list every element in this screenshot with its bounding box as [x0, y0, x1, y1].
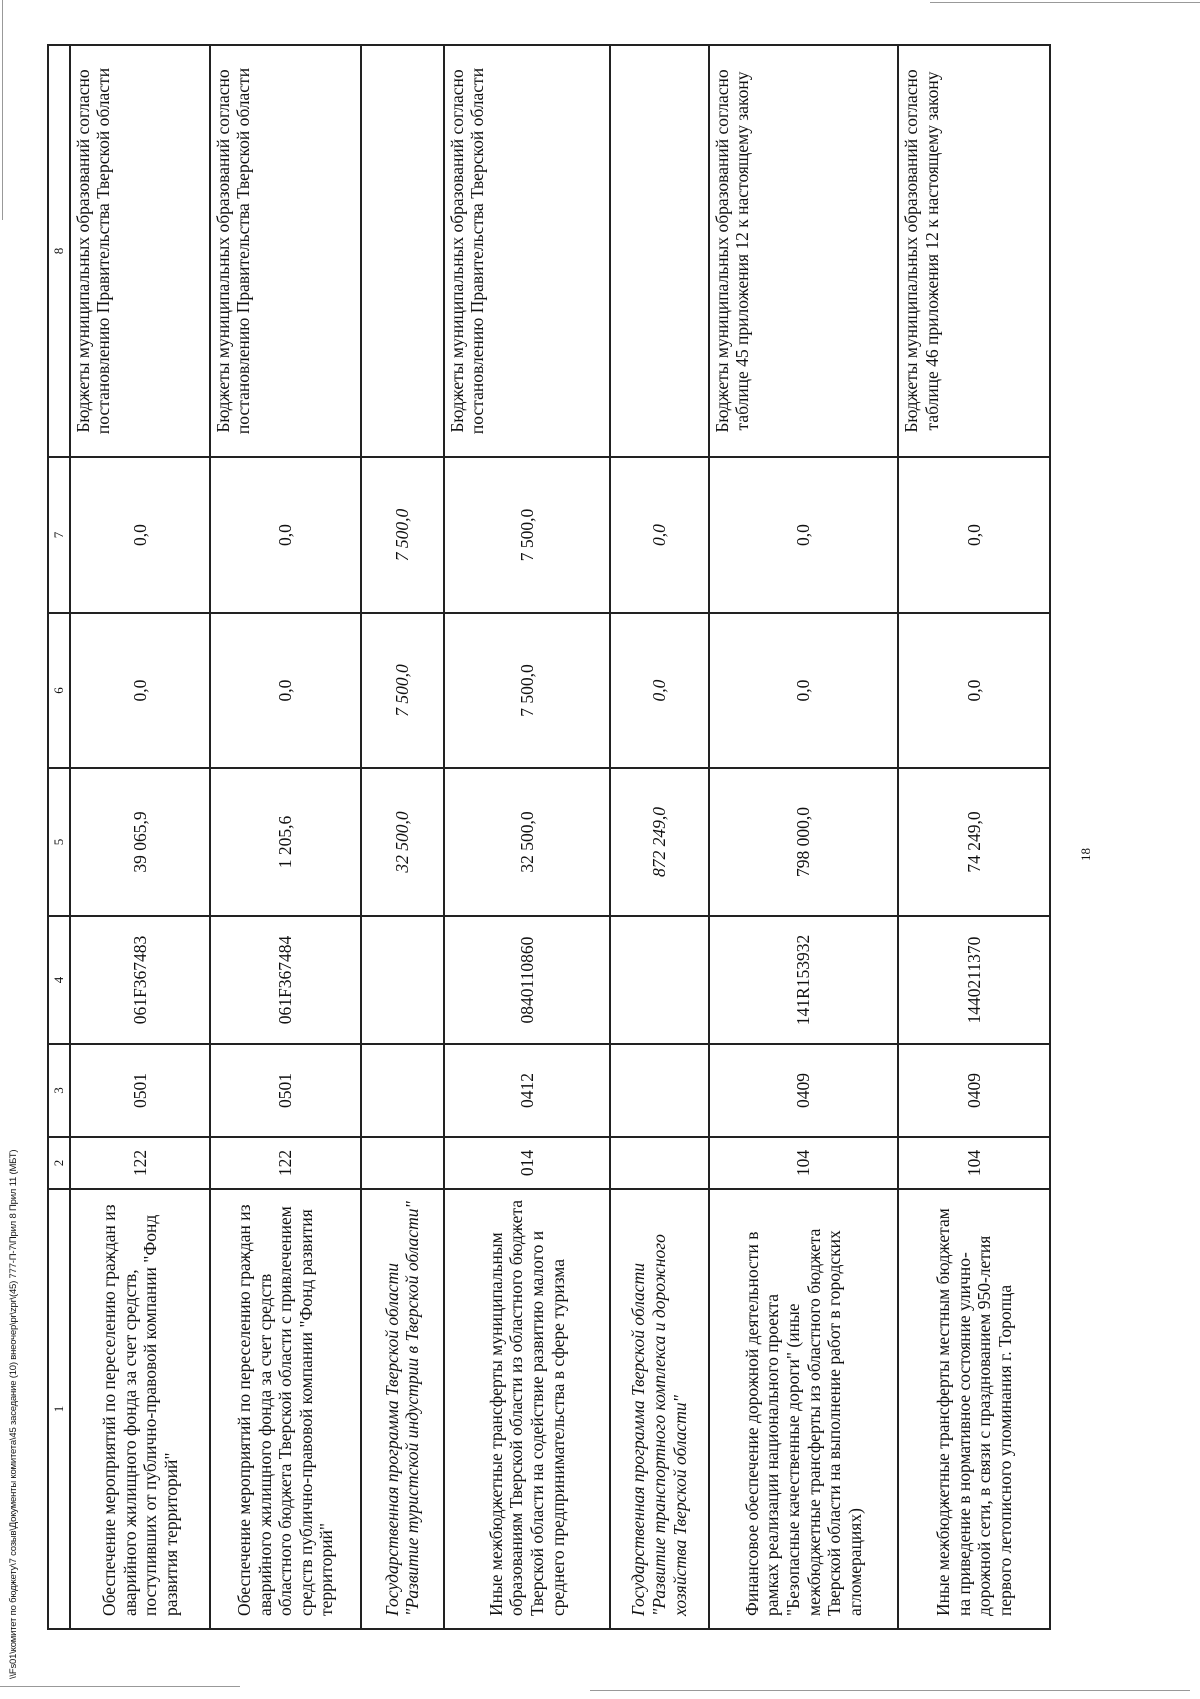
- header-col-8: 8: [48, 45, 70, 457]
- header-col-5: 5: [48, 768, 70, 916]
- program-name: Государственная программа Тверской области "Развитие туристской индустрии в Тверской области": [361, 1189, 444, 1629]
- recipient-budgets: [610, 45, 709, 457]
- section-code: 0412: [444, 1044, 610, 1137]
- amount-col-6: 7 500,0: [361, 613, 444, 768]
- row-name: Финансовое обеспечение дорожной деятельности в рамках реализации национального проекта "Безопасные качественные дороги" (иные межбюджетные трансферты из областного бюджета Тверской области на выполнение работ в городских агломерациях): [709, 1189, 899, 1629]
- header-col-2: 2: [48, 1137, 70, 1189]
- target-article: 1440211370: [898, 916, 1050, 1044]
- amount-col-7: 0,0: [70, 457, 210, 613]
- table-row: [898, 45, 1050, 1629]
- header-col-4: 4: [48, 916, 70, 1044]
- admin-code: 122: [210, 1137, 360, 1189]
- table-row: [361, 45, 444, 1629]
- table-row: [70, 45, 210, 1629]
- amount-col-6: 0,0: [898, 613, 1050, 768]
- amount-col-7: 0,0: [610, 457, 709, 613]
- amount-col-5: 32 500,0: [444, 768, 610, 916]
- admin-code: 122: [70, 1137, 210, 1189]
- row-name: Иные межбюджетные трансферты муниципальным образованиям Тверской области из областного бюджета Тверской области на содействие развитию малого и среднего предпринимательства в сфере туризма: [444, 1189, 610, 1629]
- amount-col-5: 1 205,6: [210, 768, 360, 916]
- section-code: 0501: [70, 1044, 210, 1137]
- recipient-budgets: Бюджеты муниципальных образований согласно таблице 45 приложения 12 к настоящему закону: [709, 45, 899, 457]
- target-article: 061F367484: [210, 916, 360, 1044]
- header-col-3: 3: [48, 1044, 70, 1137]
- target-article: [361, 916, 444, 1044]
- section-code: 0409: [898, 1044, 1050, 1137]
- amount-col-7: 0,0: [210, 457, 360, 613]
- admin-code: 104: [709, 1137, 899, 1189]
- section-code: 0409: [709, 1044, 899, 1137]
- recipient-budgets: Бюджеты муниципальных образований согласно таблице 46 приложения 12 к настоящему закону: [898, 45, 1050, 457]
- target-article: [610, 916, 709, 1044]
- recipient-budgets: Бюджеты муниципальных образований согласно постановлению Правительства Тверской области: [70, 45, 210, 457]
- admin-code: [610, 1137, 709, 1189]
- header-col-1: 1: [48, 1189, 70, 1629]
- header-row: [48, 45, 70, 1629]
- amount-col-7: 7 500,0: [444, 457, 610, 613]
- target-article: 061F367483: [70, 916, 210, 1044]
- amount-col-5: 872 249,0: [610, 768, 709, 916]
- admin-code: 104: [898, 1137, 1050, 1189]
- table-row: [444, 45, 610, 1629]
- amount-col-6: 7 500,0: [444, 613, 610, 768]
- section-code: [610, 1044, 709, 1137]
- amount-col-6: 0,0: [210, 613, 360, 768]
- table-row: [610, 45, 709, 1629]
- page-number: 18: [1078, 848, 1093, 861]
- recipient-budgets: [361, 45, 444, 457]
- amount-col-5: 74 249,0: [898, 768, 1050, 916]
- row-name: Обеспечение мероприятий по переселению граждан из аварийного жилищного фонда за счет средств областного бюджета Тверской области с привлечением средств публично-правовой компании "Фонд развития территорий": [210, 1189, 360, 1629]
- row-name: Иные межбюджетные трансферты местным бюджетам на приведение в нормативное состояние улично-дорожной сети, в связи с празднованием 950-летия первого летописного упоминания г. Торопца: [898, 1189, 1050, 1629]
- program-name: Государственная программа Тверской области "Развитие транспортного комплекса и дорожного хозяйства Тверской области": [610, 1189, 709, 1629]
- amount-col-5: 39 065,9: [70, 768, 210, 916]
- table-row: [709, 45, 899, 1629]
- target-article: 141R153932: [709, 916, 899, 1044]
- amount-col-7: 0,0: [898, 457, 1050, 613]
- section-code: [361, 1044, 444, 1137]
- table-row: [210, 45, 360, 1629]
- recipient-budgets: Бюджеты муниципальных образований согласно постановлению Правительства Тверской области: [444, 45, 610, 457]
- file-path-footer: \\Fs01\комитет по бюджету\7 созыв\Документы комитета\45 заседание (10) внеочер\pr\zpr\(45) 777-П-7\Прил 8 Прил 11 (МБТ): [8, 1149, 19, 1679]
- amount-col-7: 0,0: [709, 457, 899, 613]
- header-col-7: 7: [48, 457, 70, 613]
- amount-col-7: 7 500,0: [361, 457, 444, 613]
- target-article: 0840110860: [444, 916, 610, 1044]
- section-code: 0501: [210, 1044, 360, 1137]
- admin-code: [361, 1137, 444, 1189]
- amount-col-6: 0,0: [610, 613, 709, 768]
- header-col-6: 6: [48, 613, 70, 768]
- budget-transfers-table: [47, 44, 1051, 1630]
- amount-col-6: 0,0: [709, 613, 899, 768]
- recipient-budgets: Бюджеты муниципальных образований согласно постановлению Правительства Тверской области: [210, 45, 360, 457]
- amount-col-5: 32 500,0: [361, 768, 444, 916]
- row-name: Обеспечение мероприятий по переселению граждан из аварийного жилищного фонда за счет средств, поступивших от публично-правовой компании "Фонд развития территорий": [70, 1189, 210, 1629]
- amount-col-6: 0,0: [70, 613, 210, 768]
- admin-code: 014: [444, 1137, 610, 1189]
- amount-col-5: 798 000,0: [709, 768, 899, 916]
